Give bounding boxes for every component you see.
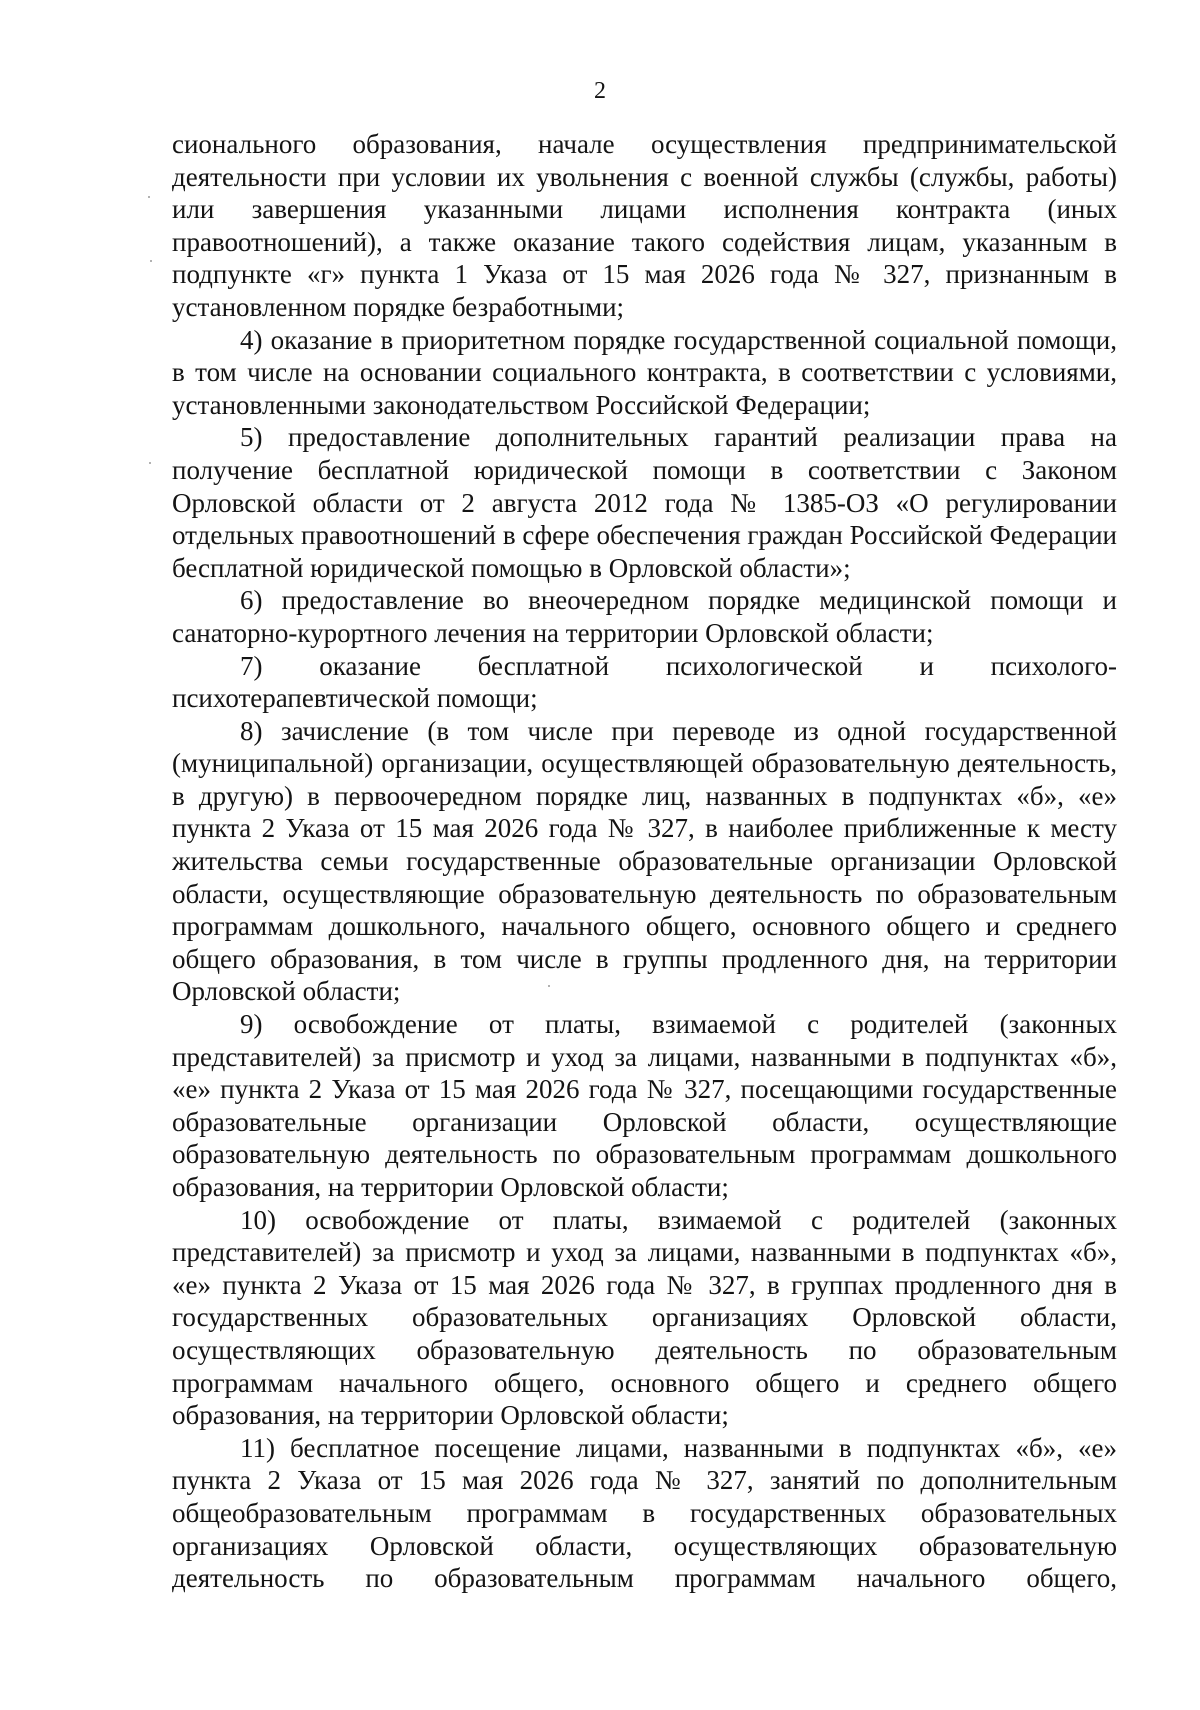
paragraph-10-extended-day-fee-exemption: 10) освобождение от платы, взимаемой с родителей (законных представителей) за присмотр и уход за лицами, названными в подпунктах «б», «е» пункта 2 Указа от 15 мая 2026 года № 327, в группах продленного дня в государственных образовательных организациях Орловской области, осуществляющих образовательную деятельность по образовательным программам начального общего, основного общего и среднего общего образования, на территории Орловской области; [172,1204,1117,1431]
paragraph-3-continuation: сионального образования, начале осуществления предпринимательской деятельности при условии их увольнения с военной службы (службы, работы) или завершения указанными лицами исполнения контракта (иных правоотношений), а также оказание такого содействия лицам, указанным в подпункте «г» пункта 1 Указа от 15 мая 2026 года № 327, признанным в установленном порядке безработными; [172,129,1117,322]
document-body [172,128,1117,1595]
paragraph-5-legal-aid: 5) предоставление дополнительных гарантий реализации права на получение бесплатной юридической помощи в соответствии с Законом Орловской области от 2 августа 2012 года № 1385-ОЗ «О регулировании отдельных правоотношений в сфере обеспечения граждан Российской Федерации бесплатной юридической помощью в Орловской области»; [172,422,1117,583]
paragraph-8-enrollment: 8) зачисление (в том числе при переводе из одной государственной (муниципальной) организации, осуществляющей образовательную деятельность, в другую) в первоочередном порядке лиц, названных в подпунктах «б», «е» пункта 2 Указа от 15 мая 2026 года № 327, в наиболее приближенные к месту жительства семьи государственные образовательные организации Орловской области, осуществляющие образовательную деятельность по образовательным программам дошкольного, начального общего, основного общего и среднего общего образования, в том числе в группы продленного дня, на территории Орловской области; [172,715,1117,1007]
paragraph-4-social-assistance: 4) оказание в приоритетном порядке государственной социальной помощи, в том числе на основании социального контракта, в соответствии с условиями, установленными законодательством Российской Федерации; [172,324,1117,420]
scan-speck [148,196,150,198]
paragraph-7-psychological-help: 7) оказание бесплатной психологической и психолого-психотерапевтической помощи; [172,650,1117,714]
paragraph-11-free-extra-classes: 11) бесплатное посещение лицами, названными в подпунктах «б», «е» пункта 2 Указа от 15 мая 2026 года № 327, занятий по дополнительным общеобразовательным программам в государственных образовательных организациях Орловской области, осуществляющих образовательную деятельность по образовательным программам начального общего, [172,1432,1117,1594]
scan-speck [149,462,151,464]
page-number: 2 [594,78,606,104]
paragraph-9-preschool-fee-exemption: 9) освобождение от платы, взимаемой с родителей (законных представителей) за присмотр и уход за лицами, названными в подпунктах «б», «е» пункта 2 Указа от 15 мая 2026 года № 327, посещающими государственные образовательные организации Орловской области, осуществляющие образовательную деятельность по образовательным программам дошкольного образования, на территории Орловской области; [172,1009,1117,1202]
paragraph-6-medical-care: 6) предоставление во внеочередном порядке медицинской помощи и санаторно-курортного лечения на территории Орловской области; [172,585,1117,648]
scan-speck [150,260,152,262]
scan-speck [548,985,550,987]
